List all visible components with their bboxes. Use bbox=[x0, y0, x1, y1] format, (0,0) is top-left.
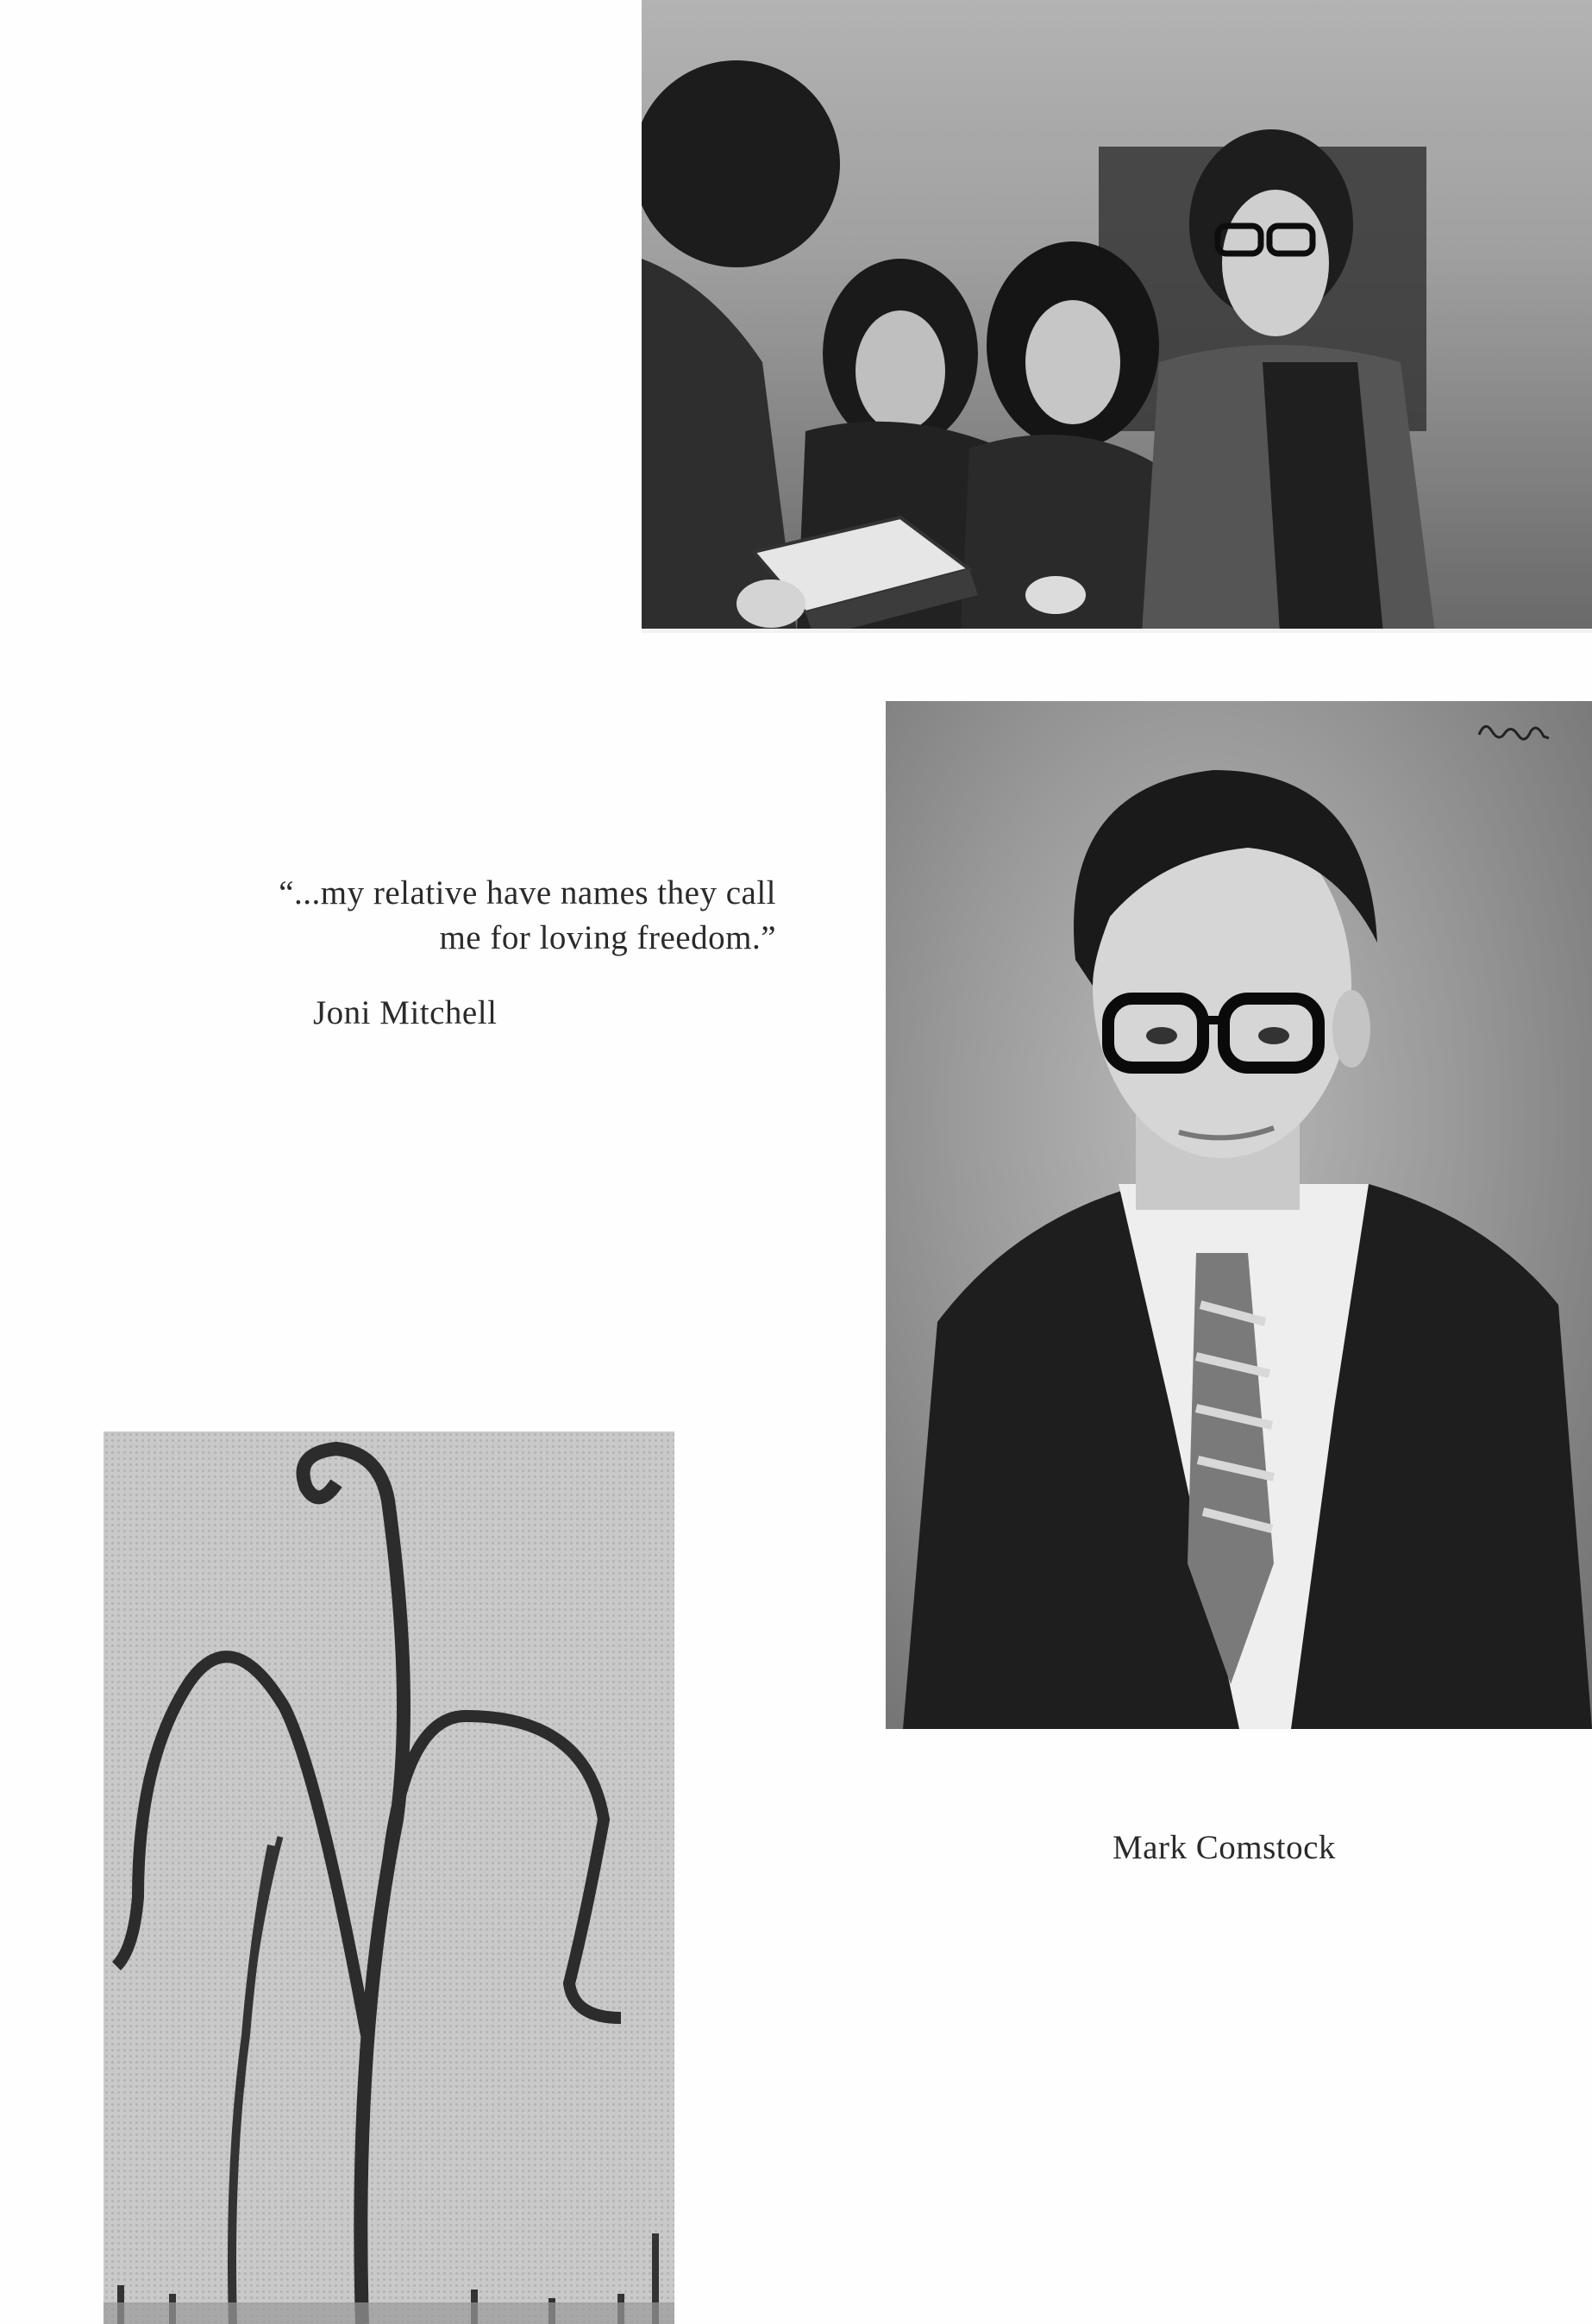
group-photo bbox=[642, 0, 1592, 633]
quote-block bbox=[103, 871, 776, 961]
quote-author: Joni Mitchell bbox=[313, 994, 498, 1031]
handwritten-mark bbox=[1475, 716, 1552, 750]
quote-line-1: “...my relative have names they call bbox=[279, 874, 776, 911]
portrait-caption: Mark Comstock bbox=[1113, 1829, 1336, 1866]
portrait-photo bbox=[886, 701, 1592, 1729]
plant-photo bbox=[103, 1431, 674, 2324]
quote-line-2: me for loving freedom.” bbox=[439, 919, 776, 956]
